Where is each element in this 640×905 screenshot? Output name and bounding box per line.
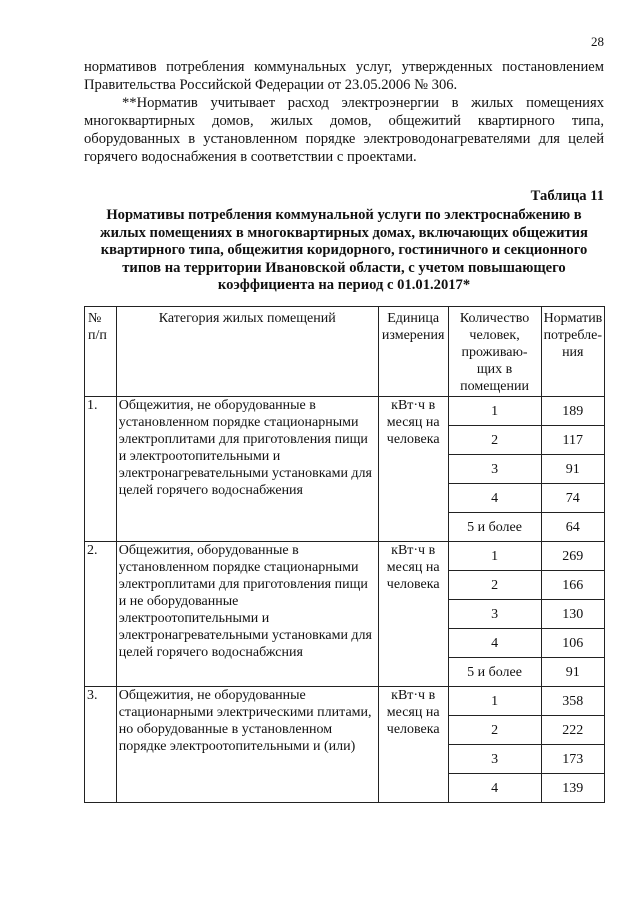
people-count-cell: 4 [448,484,541,513]
people-count-cell: 3 [448,600,541,629]
category-cell: Общежития, оборудованные в установленном порядке стационарными электроплитами для приготовления пищи и не оборудованные электроотопительными и электронагревательными установками для целей горячего водоснабжсния [116,542,378,687]
header-num: № п/п [85,307,117,397]
table-header-row [85,307,605,397]
unit-cell: кВт·ч в месяц на человека [378,687,448,803]
row-number: 3. [85,687,117,803]
people-count-cell: 1 [448,397,541,426]
people-count-cell: 2 [448,426,541,455]
people-count-cell: 3 [448,455,541,484]
norm-value-cell: 139 [541,774,604,803]
header-category: Категория жилых помещений [116,307,378,397]
category-cell: Общежития, не оборудованные стационарными электрическими плитами, но оборудованные в установленном порядке электроотопительными и (или) [116,687,378,803]
people-count-cell: 4 [448,629,541,658]
norm-value-cell: 64 [541,513,604,542]
norm-value-cell: 106 [541,629,604,658]
table-label: Таблица 11 [530,188,604,204]
norm-value-cell: 74 [541,484,604,513]
people-count-cell: 3 [448,745,541,774]
norm-value-cell: 91 [541,455,604,484]
people-count-cell: 5 и более [448,513,541,542]
people-count-cell: 2 [448,716,541,745]
header-norm: Норматив потребле-ния [541,307,604,397]
intro-text [84,58,604,166]
table-title: Нормативы потребления коммунальной услуги по электроснабжению в жилых помещениях в многоквартирных домах, включающих общежития квартирного типа, общежития коридорного, гостиничного и секционного типов на территории Ивановской области, с учетом повышающего коэффициента на период с 01.01.2017* [100,207,588,293]
norm-value-cell: 269 [541,542,604,571]
intro-paragraph: нормативов потребления коммунальных услуг, утвержденных постановлением Правительства Российской Федерации от 23.05.2006 № 306. [84,59,604,93]
category-cell: Общежития, не оборудованные в установленном порядке стационарными электроплитами для приготовления пищи и электроотопительными и электронагревательными установками для целей горячего водоснабжения [116,397,378,542]
norm-value-cell: 358 [541,687,604,716]
unit-cell: кВт·ч в месяц на человека [378,397,448,542]
page-number: 28 [591,34,604,49]
footnote-paragraph: **Норматив учитывает расход электроэнергии в жилых помещениях многоквартирных домов, жилых домов, общежитий квартирного типа, оборудованных в установленном порядке электроводонагревателями для целей горячего водоснабжения в соответствии с проектами. [84,95,604,165]
table-row [85,687,605,716]
table-row [85,542,605,571]
norm-value-cell: 91 [541,658,604,687]
people-count-cell: 1 [448,542,541,571]
header-people: Количество человек, проживаю-щих в помещении [448,307,541,397]
norm-value-cell: 130 [541,600,604,629]
header-unit: Единица измерения [378,307,448,397]
table-row [85,397,605,426]
unit-cell: кВт·ч в месяц на человека [378,542,448,687]
norm-value-cell: 189 [541,397,604,426]
norm-value-cell: 166 [541,571,604,600]
norm-value-cell: 117 [541,426,604,455]
people-count-cell: 4 [448,774,541,803]
norm-value-cell: 222 [541,716,604,745]
row-number: 2. [85,542,117,687]
people-count-cell: 2 [448,571,541,600]
people-count-cell: 1 [448,687,541,716]
people-count-cell: 5 и более [448,658,541,687]
norm-value-cell: 173 [541,745,604,774]
table-body [85,397,605,803]
row-number: 1. [85,397,117,542]
norms-table [84,306,605,803]
